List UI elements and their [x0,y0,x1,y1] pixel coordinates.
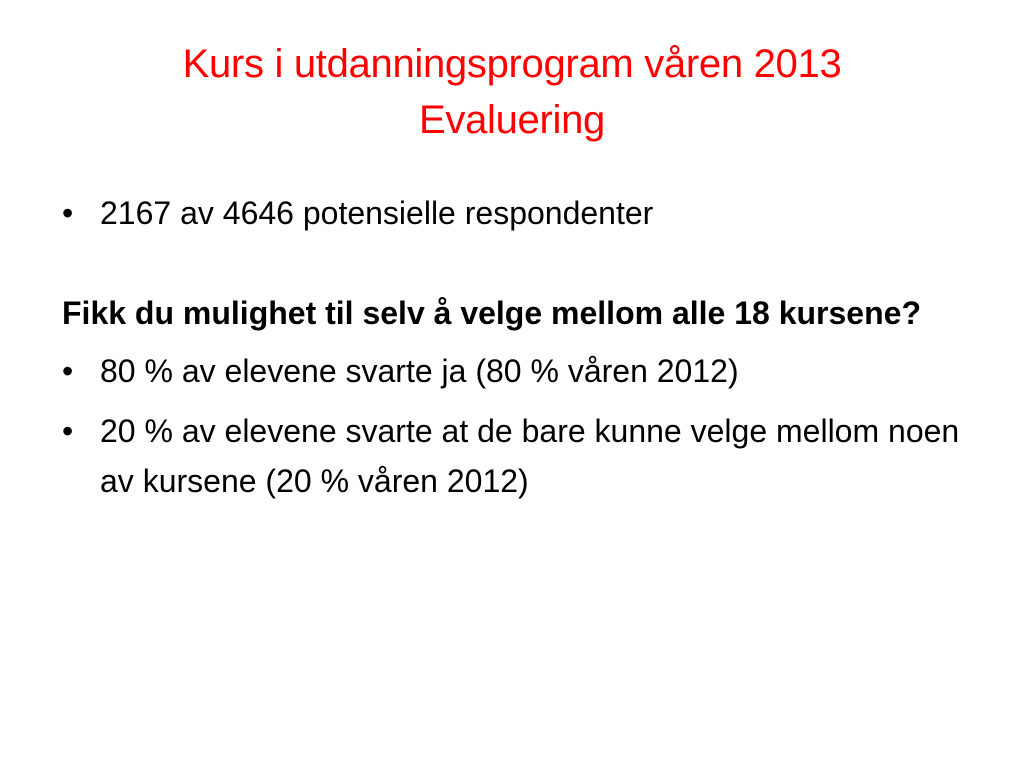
spacer [62,238,962,288]
bullet-text: 80 % av elevene svarte ja (80 % våren 2012) [100,353,739,389]
bullet-item-answer-some [62,406,962,506]
bullet-item-respondents [62,188,962,238]
title-line-1: Kurs i utdanningsprogram våren 2013 [182,42,842,86]
slide-body [62,188,962,506]
bullet-text: 20 % av elevene svarte at de bare kunne velge mellom noen av kursene (20 % våren 2012) [100,413,960,499]
bullet-text: 2167 av 4646 potensielle respondenter [100,195,654,231]
bullet-icon: • [62,413,74,449]
title-line-2: Evaluering [418,98,605,142]
slide-title [60,36,964,148]
bullet-item-answer-yes [62,346,962,396]
bullet-icon: • [62,195,74,231]
question-heading: Fikk du mulighet til selv å velge mellom alle 18 kursene? [62,295,921,331]
bullet-icon: • [62,353,74,389]
